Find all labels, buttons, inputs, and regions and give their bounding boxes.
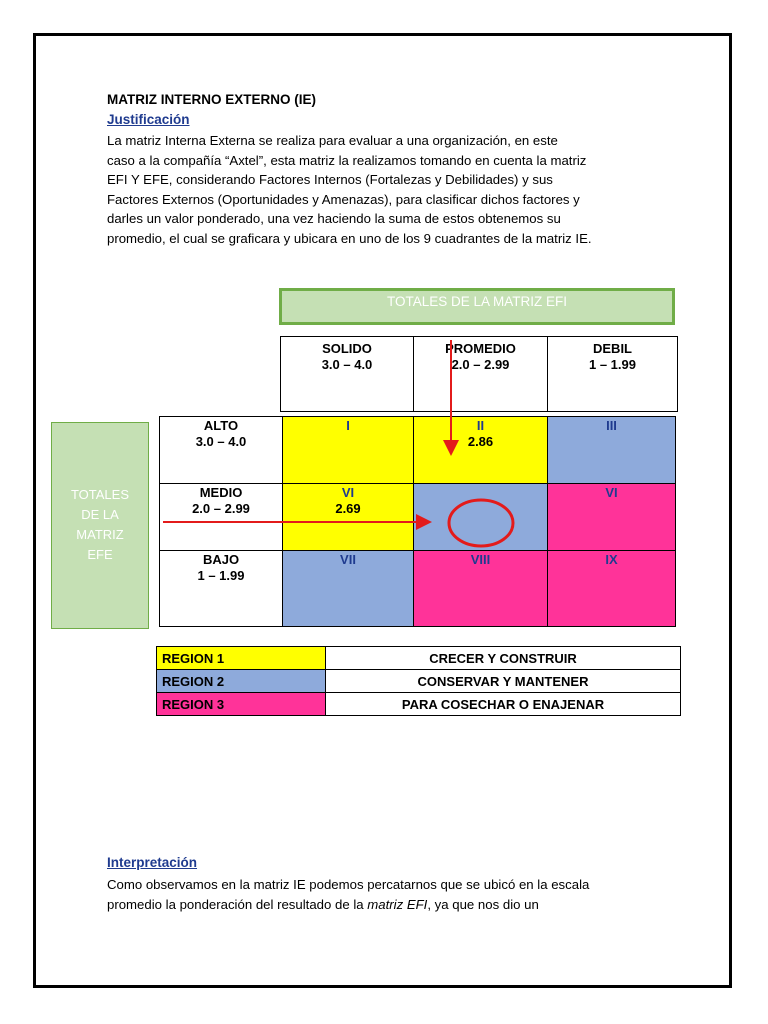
efe-header-line: TOTALES: [70, 487, 130, 502]
legend-row: [157, 647, 681, 670]
legend-region: REGION 2: [157, 670, 326, 693]
justification-line: La matriz Interna Externa se realiza para evaluar a una organización, en este: [107, 133, 558, 148]
column-name: DEBIL: [593, 341, 632, 356]
justification-heading: Justificación: [107, 112, 190, 127]
cell-label: VI: [605, 485, 618, 500]
legend-action: CRECER Y CONSTRUIR: [326, 647, 681, 670]
efi-totals-header: TOTALES DE LA MATRIZ EFI: [279, 288, 675, 325]
interpretation-line: Como observamos en la matriz IE podemos percatarnos que se ubicó en la escala: [107, 877, 590, 892]
justification-line: promedio, el cual se graficara y ubicara en uno de los 9 cuadrantes de la matriz IE.: [107, 230, 592, 246]
interpretation-line: promedio la ponderación del resultado de la matriz EFI, ya que nos dio un: [107, 896, 539, 912]
row-name: MEDIO: [199, 485, 243, 500]
legend-action: CONSERVAR Y MANTENER: [326, 670, 681, 693]
cell-label: VI: [341, 485, 355, 500]
interpretation-heading: Interpretación: [107, 855, 198, 870]
column-range: 3.0 – 4.0: [321, 357, 373, 372]
column-name: PROMEDIO: [445, 341, 516, 356]
region-legend: [156, 646, 681, 716]
cell-label: IX: [605, 552, 618, 567]
legend-action: PARA COSECHAR O ENAJENAR: [326, 693, 681, 716]
result-circle: [449, 500, 513, 546]
column-name: SOLIDO: [322, 341, 372, 356]
cell-label: II: [476, 418, 485, 433]
column-range: 2.0 – 2.99: [451, 357, 510, 372]
italic-term: matriz EFI: [367, 896, 428, 912]
legend-region: REGION 1: [157, 647, 326, 670]
cell-value: 2.69: [335, 501, 361, 516]
legend-row: [157, 693, 681, 716]
cell-label: III: [606, 418, 617, 433]
justification-line: Factores Externos (Oportunidades y Amenazas), para clasificar dichos factores y: [107, 191, 580, 207]
justification-line: EFI Y EFE, considerando Factores Internos (Fortalezas y Debilidades) y sus: [107, 172, 553, 187]
document-title: MATRIZ INTERNO EXTERNO (IE): [107, 92, 316, 107]
legend-row: [157, 670, 681, 693]
row-range: 3.0 – 4.0: [195, 434, 247, 449]
row-range: 1 – 1.99: [197, 568, 245, 583]
row-name: ALTO: [203, 418, 239, 433]
column-range: 1 – 1.99: [589, 357, 636, 372]
efe-header-line: DE LA: [81, 507, 119, 522]
cell-label: VIII: [470, 552, 491, 567]
interpretation-paragraph: [107, 875, 660, 914]
efe-header-line: MATRIZ: [76, 527, 124, 542]
efe-header-line: EFE: [87, 547, 113, 562]
row-range: 2.0 – 2.99: [192, 501, 250, 516]
cell-value: 2.86: [467, 434, 494, 449]
row-name: BAJO: [202, 552, 240, 567]
legend-region: REGION 3: [157, 693, 326, 716]
justification-line: caso a la compañía “Axtel”, esta matriz la realizamos tomando en cuenta la matriz: [107, 152, 587, 168]
justification-line: darles un valor ponderado, una vez haciendo la suma de estos obtenemos su: [107, 211, 561, 226]
cell-label: I: [346, 418, 350, 433]
cell-label: VII: [340, 552, 356, 567]
